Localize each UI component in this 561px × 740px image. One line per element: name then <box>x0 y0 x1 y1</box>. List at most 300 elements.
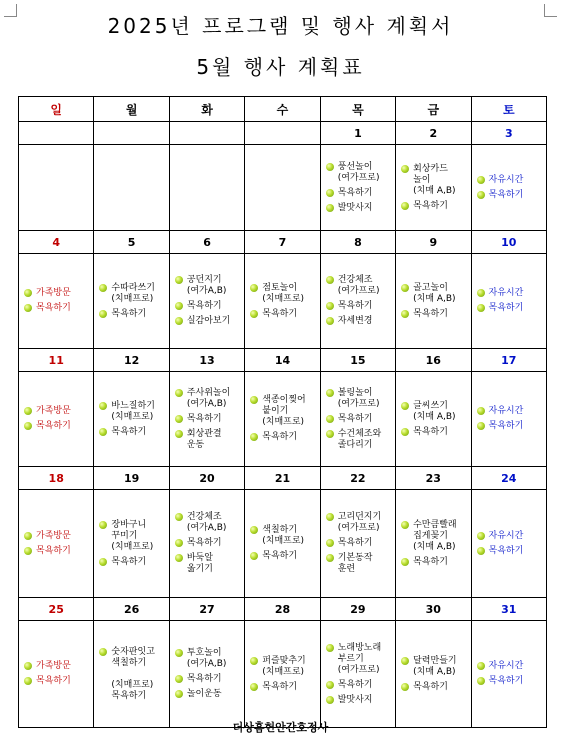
date-number: 16 <box>396 349 471 372</box>
activity-item <box>326 695 395 706</box>
bullet-dot-icon <box>99 428 107 436</box>
activity-item <box>326 301 395 312</box>
activity-label: 목욕하기 <box>262 551 298 561</box>
bullet-dot-icon <box>477 677 485 685</box>
page-title: 2025년 프로그램 및 행사 계획서 <box>107 14 454 38</box>
bullet-dot-icon <box>477 662 485 670</box>
bullet-dot-icon <box>326 430 334 438</box>
bullet-dot-icon <box>175 675 183 683</box>
bullet-dot-icon <box>250 310 258 318</box>
activity-label: 목욕하기 <box>488 303 524 313</box>
activity-label: 목욕하기 <box>262 681 298 692</box>
date-number: 23 <box>396 467 471 490</box>
weekday-header-row <box>19 97 547 122</box>
date-number: 21 <box>245 467 320 490</box>
bullet-dot-icon <box>250 552 258 560</box>
activity-item <box>175 388 244 410</box>
activity-cell <box>396 254 471 349</box>
activity-cell <box>471 372 546 467</box>
activity-item <box>401 309 470 320</box>
bullet-dot-icon <box>250 396 258 404</box>
bullet-dot-icon <box>326 302 334 310</box>
activity-label: 목욕하기 <box>262 308 298 319</box>
date-number: 31 <box>471 598 546 621</box>
bullet-dot-icon <box>175 690 183 698</box>
activity-label: 목욕하기 <box>413 308 448 319</box>
activity-cell <box>320 490 395 598</box>
activity-cell <box>320 372 395 467</box>
activity-item <box>175 316 244 327</box>
bullet-dot-icon <box>477 407 485 415</box>
date-number: 15 <box>320 349 395 372</box>
activity-item <box>99 557 168 568</box>
activity-label: 자유시간 <box>488 288 524 298</box>
activity-item <box>401 520 470 553</box>
weekday-header: 토 <box>471 97 546 122</box>
activity-label: 회상카드 놀이 (치매 A,B) <box>413 163 456 196</box>
activity-cell <box>320 254 395 349</box>
activity-item <box>326 429 395 451</box>
activity-label: 목욕하기 <box>337 538 373 548</box>
activity-item <box>175 648 244 670</box>
date-number <box>94 122 169 145</box>
activity-label: 발맛사지 <box>337 202 373 213</box>
bullet-dot-icon <box>477 191 485 199</box>
bullet-dot-icon <box>401 402 409 410</box>
date-number: 9 <box>396 231 471 254</box>
activity-item <box>326 680 395 691</box>
activity-item <box>401 557 470 568</box>
date-number: 1 <box>320 122 395 145</box>
activity-label: 목욕하기 <box>36 303 71 313</box>
activity-label: 기본동작 훈련 <box>337 553 373 574</box>
activity-label: 목욕하기 <box>186 674 222 684</box>
activity-label: 골고놀이 (치매 A,B) <box>413 282 456 304</box>
date-row <box>19 467 547 490</box>
date-number: 22 <box>320 467 395 490</box>
activity-item <box>250 432 319 443</box>
activity-cell <box>94 490 169 598</box>
activity-label: 바둑알 옮기기 <box>186 553 213 574</box>
date-row <box>19 598 547 621</box>
activity-item <box>24 661 93 672</box>
date-number <box>245 122 320 145</box>
activity-item <box>99 309 168 320</box>
activity-item <box>24 406 93 417</box>
activity-item <box>326 188 395 199</box>
activity-label: 회상관결 운동 <box>186 428 222 450</box>
bullet-dot-icon <box>175 276 183 284</box>
weekday-header: 금 <box>396 97 471 122</box>
bullet-dot-icon <box>175 389 183 397</box>
activity-cell <box>94 145 169 231</box>
activity-cell <box>19 490 94 598</box>
activity-item <box>24 303 93 314</box>
date-number: 12 <box>94 349 169 372</box>
bullet-dot-icon <box>326 163 334 171</box>
activity-label: 점토놀이 (치매프로) <box>262 282 305 304</box>
date-number: 10 <box>471 231 546 254</box>
bullet-dot-icon <box>326 644 334 652</box>
bullet-dot-icon <box>326 554 334 562</box>
activity-item <box>477 175 546 186</box>
activity-label: 풍선놀이 (여가프로) <box>337 161 380 183</box>
bullet-dot-icon <box>175 302 183 310</box>
activity-item <box>326 203 395 214</box>
bullet-dot-icon <box>250 526 258 534</box>
bullet-dot-icon <box>175 649 183 657</box>
date-number: 5 <box>94 231 169 254</box>
bullet-dot-icon <box>326 681 334 689</box>
bullet-dot-icon <box>326 696 334 704</box>
activity-cell <box>169 621 244 728</box>
activity-item <box>401 682 470 693</box>
activity-cell <box>94 254 169 349</box>
activity-cell <box>245 372 320 467</box>
activity-item <box>175 674 244 685</box>
activity-item <box>477 406 546 417</box>
bullet-dot-icon <box>175 513 183 521</box>
bullet-dot-icon <box>250 683 258 691</box>
bullet-dot-icon <box>175 554 183 562</box>
date-row <box>19 231 547 254</box>
activity-label: 자유시간 <box>488 174 524 185</box>
activity-item <box>24 546 93 557</box>
activity-cell <box>169 145 244 231</box>
activity-item <box>477 421 546 432</box>
activity-cell <box>245 621 320 728</box>
activity-cell <box>471 621 546 728</box>
date-number: 27 <box>169 598 244 621</box>
activity-label: 목욕하기 <box>488 545 524 556</box>
activity-item <box>24 421 93 432</box>
date-number: 20 <box>169 467 244 490</box>
activity-cell <box>396 145 471 231</box>
activity-cell <box>169 372 244 467</box>
bullet-dot-icon <box>99 402 107 410</box>
activity-item <box>326 388 395 410</box>
activity-item <box>250 525 319 547</box>
activity-cell <box>320 145 395 231</box>
bullet-dot-icon <box>175 415 183 423</box>
activity-label: 목욕하기 <box>337 413 373 424</box>
activity-item <box>175 538 244 549</box>
activity-label: 목욕하기 <box>111 556 147 567</box>
date-number: 4 <box>19 231 94 254</box>
weekday-header: 목 <box>320 97 395 122</box>
activity-item <box>326 643 395 676</box>
date-number: 13 <box>169 349 244 372</box>
activity-item <box>24 288 93 299</box>
activity-item <box>326 414 395 425</box>
activity-label: 바느질하기 (치매프로) <box>111 400 155 422</box>
activity-label: 목욕하기 <box>413 556 448 567</box>
activity-label: 노래방노래 부르기 (여가프로) <box>337 642 382 675</box>
activity-label: 목욕하기 <box>262 432 298 442</box>
activity-cell <box>471 145 546 231</box>
activity-label: 가족방문 <box>36 661 71 671</box>
bullet-dot-icon <box>24 304 32 312</box>
activity-row <box>19 621 547 728</box>
activity-label: 가족방문 <box>36 406 71 416</box>
activity-label: 가족방문 <box>36 530 71 541</box>
activity-row <box>19 372 547 467</box>
activity-label: 놀이운동 <box>186 689 222 699</box>
date-number <box>19 122 94 145</box>
bullet-dot-icon <box>24 407 32 415</box>
bullet-dot-icon <box>477 532 485 540</box>
date-number: 29 <box>320 598 395 621</box>
date-row <box>19 122 547 145</box>
activity-item <box>401 427 470 438</box>
weekday-header: 수 <box>245 97 320 122</box>
activity-label: 주사위놀이 (여가A,B) <box>186 387 231 409</box>
bullet-dot-icon <box>326 189 334 197</box>
activity-label: 자유시간 <box>488 530 524 541</box>
bullet-dot-icon <box>250 657 258 665</box>
activity-item <box>99 283 168 305</box>
date-number <box>169 122 244 145</box>
activity-item <box>175 689 244 700</box>
bullet-dot-icon <box>99 648 107 656</box>
activity-cell <box>396 490 471 598</box>
activity-label: 건강체조 (여가프로) <box>337 275 380 296</box>
activity-item <box>326 553 395 575</box>
activity-label: 목욕하기 <box>111 308 147 319</box>
date-number: 14 <box>245 349 320 372</box>
activity-item <box>401 283 470 305</box>
activity-label: 목욕하기 <box>186 413 222 424</box>
activity-cell <box>471 490 546 598</box>
activity-label: 고리던지기 (여가프로) <box>337 512 382 533</box>
activity-label: 글씨쓰기 (치매 A,B) <box>413 400 456 422</box>
date-number: 17 <box>471 349 546 372</box>
weekday-header: 일 <box>19 97 94 122</box>
bullet-dot-icon <box>99 310 107 318</box>
activity-cell <box>94 372 169 467</box>
bullet-dot-icon <box>326 539 334 547</box>
activity-item <box>401 201 470 212</box>
activity-item <box>175 429 244 451</box>
activity-item <box>477 288 546 299</box>
activity-item <box>477 190 546 201</box>
activity-item <box>326 316 395 327</box>
activity-cell <box>19 254 94 349</box>
activity-cell <box>320 621 395 728</box>
bullet-dot-icon <box>401 558 409 566</box>
activity-label: 수건체조와 졸다리기 <box>337 428 382 450</box>
date-number: 28 <box>245 598 320 621</box>
bullet-dot-icon <box>24 662 32 670</box>
activity-label: 목욕하기 <box>337 187 373 198</box>
activity-label: 수만큼빨래 집게꽂기 (치매 A,B) <box>413 519 457 552</box>
activity-cell <box>169 254 244 349</box>
date-row <box>19 349 547 372</box>
activity-label: 목욕하기 <box>36 421 71 431</box>
bullet-dot-icon <box>401 657 409 665</box>
bullet-dot-icon <box>477 422 485 430</box>
activity-item <box>24 676 93 687</box>
activity-cell <box>19 145 94 231</box>
activity-row <box>19 145 547 231</box>
activity-item <box>477 676 546 687</box>
bullet-dot-icon <box>401 521 409 529</box>
activity-row <box>19 490 547 598</box>
footer-org-name: 더상홈헌안간호정사 <box>232 721 329 734</box>
activity-label: 목욕하기 <box>36 676 71 686</box>
activity-label: 건강체조 (여가A,B) <box>186 512 227 533</box>
date-number: 26 <box>94 598 169 621</box>
bullet-dot-icon <box>250 284 258 292</box>
date-number: 8 <box>320 231 395 254</box>
date-number: 18 <box>19 467 94 490</box>
bullet-dot-icon <box>326 513 334 521</box>
activity-item <box>477 661 546 672</box>
activity-item <box>326 162 395 184</box>
bullet-dot-icon <box>326 389 334 397</box>
activity-label: 색칠하기 (치매프로) <box>262 525 305 546</box>
bullet-dot-icon <box>326 317 334 325</box>
activity-item <box>401 656 470 678</box>
activity-label: 장바구니 꾸미기 (치매프로) <box>111 519 154 552</box>
activity-label: 발맛사지 <box>337 694 373 705</box>
activity-item <box>250 309 319 320</box>
activity-item <box>401 401 470 423</box>
activity-cell <box>396 372 471 467</box>
date-number: 2 <box>396 122 471 145</box>
activity-label: 목욕하기 <box>111 426 147 437</box>
bullet-dot-icon <box>401 683 409 691</box>
page-subtitle: 5월 행사 계획표 <box>196 55 365 79</box>
activity-item <box>250 682 319 693</box>
activity-item <box>326 538 395 549</box>
weekday-header: 월 <box>94 97 169 122</box>
bullet-dot-icon <box>99 284 107 292</box>
activity-item <box>326 512 395 534</box>
bullet-dot-icon <box>24 677 32 685</box>
activity-item <box>477 531 546 542</box>
activity-cell <box>169 490 244 598</box>
activity-cell <box>94 621 169 728</box>
bullet-dot-icon <box>326 204 334 212</box>
activity-item <box>326 275 395 297</box>
activity-label: 달력만들기 (치매 A,B) <box>413 655 457 677</box>
activity-label: 볼링놀이 (여가프로) <box>337 387 380 409</box>
date-number: 6 <box>169 231 244 254</box>
weekday-header: 화 <box>169 97 244 122</box>
activity-label: 자유시간 <box>488 406 524 416</box>
bullet-dot-icon <box>326 415 334 423</box>
activity-label: 목욕하기 <box>337 679 373 690</box>
bullet-dot-icon <box>477 289 485 297</box>
activity-item <box>401 164 470 197</box>
activity-item <box>175 414 244 425</box>
activity-item <box>477 303 546 314</box>
activity-label: 목욕하기 <box>488 676 524 686</box>
activity-cell <box>19 372 94 467</box>
activity-label: 목욕하기 <box>337 301 373 311</box>
bullet-dot-icon <box>99 521 107 529</box>
date-number: 30 <box>396 598 471 621</box>
bullet-dot-icon <box>250 433 258 441</box>
activity-item <box>99 647 168 702</box>
activity-label: 목욕하기 <box>186 538 222 548</box>
bullet-dot-icon <box>175 539 183 547</box>
activity-cell <box>396 621 471 728</box>
activity-row <box>19 254 547 349</box>
activity-label: 퍼즐맞추기 (치매프로) <box>262 655 306 677</box>
bullet-dot-icon <box>24 547 32 555</box>
activity-cell <box>471 254 546 349</box>
activity-item <box>250 395 319 428</box>
bullet-dot-icon <box>99 558 107 566</box>
activity-cell <box>245 145 320 231</box>
activity-cell <box>245 490 320 598</box>
activity-cell <box>19 621 94 728</box>
bullet-dot-icon <box>477 176 485 184</box>
calendar-body <box>19 122 547 728</box>
bullet-dot-icon <box>401 165 409 173</box>
activity-label: 목욕하기 <box>36 545 71 556</box>
activity-label: 숫자판잇고 색칠하기 (치매프로) 목욕하기 <box>111 646 155 701</box>
activity-label: 공던지기 (여가A,B) <box>186 275 227 296</box>
bullet-dot-icon <box>175 430 183 438</box>
bullet-dot-icon <box>401 284 409 292</box>
bullet-dot-icon <box>24 532 32 540</box>
bullet-dot-icon <box>401 428 409 436</box>
activity-item <box>250 283 319 305</box>
activity-label: 가족방문 <box>36 288 71 298</box>
activity-label: 목욕하기 <box>413 681 448 692</box>
date-number: 24 <box>471 467 546 490</box>
activity-label: 색종이찢어 붙이기 (치매프로) <box>262 395 306 427</box>
activity-label: 목욕하기 <box>488 421 524 431</box>
date-number: 7 <box>245 231 320 254</box>
activity-item <box>477 546 546 557</box>
activity-item <box>175 512 244 534</box>
bullet-dot-icon <box>401 202 409 210</box>
bullet-dot-icon <box>24 289 32 297</box>
activity-label: 실감아보기 <box>186 316 231 326</box>
activity-label: 투호놀이 (여가A,B) <box>186 648 227 669</box>
bullet-dot-icon <box>326 276 334 284</box>
activity-label: 자세변경 <box>337 316 373 326</box>
date-number: 11 <box>19 349 94 372</box>
activity-item <box>175 301 244 312</box>
activity-label: 수따라쓰기 (치매프로) <box>111 282 155 304</box>
activity-item <box>99 520 168 553</box>
activity-label: 목욕하기 <box>488 189 524 200</box>
activity-item <box>250 551 319 562</box>
activity-item <box>99 401 168 423</box>
activity-label: 목욕하기 <box>413 426 448 437</box>
date-number: 3 <box>471 122 546 145</box>
activity-item <box>175 553 244 575</box>
date-number: 25 <box>19 598 94 621</box>
bullet-dot-icon <box>477 304 485 312</box>
activity-label: 자유시간 <box>488 661 524 671</box>
bullet-dot-icon <box>401 310 409 318</box>
activity-item <box>175 275 244 297</box>
activity-label: 목욕하기 <box>186 301 222 311</box>
bullet-dot-icon <box>477 547 485 555</box>
activity-item <box>99 427 168 438</box>
bullet-dot-icon <box>175 317 183 325</box>
activity-item <box>24 531 93 542</box>
calendar-table <box>18 96 547 728</box>
activity-label: 목욕하기 <box>413 200 448 211</box>
date-number: 19 <box>94 467 169 490</box>
